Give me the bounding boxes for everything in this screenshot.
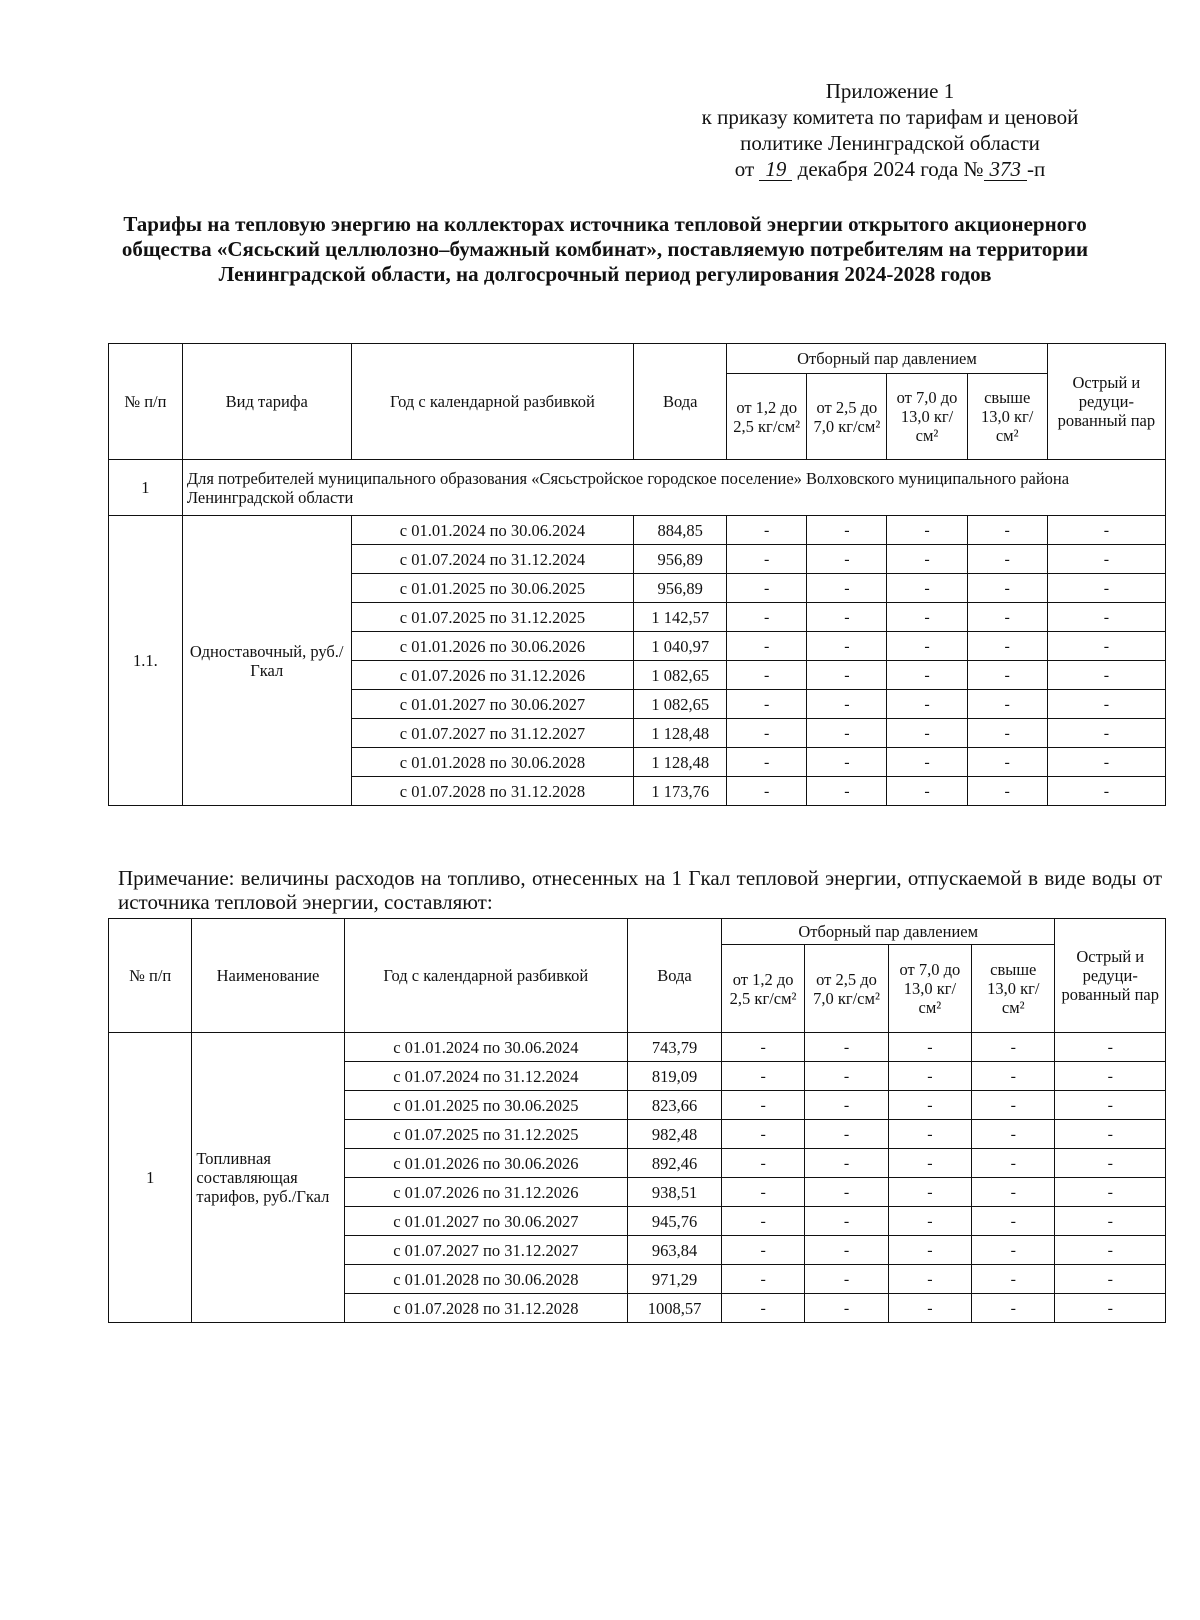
empty-value-cell: -	[1047, 661, 1165, 690]
water-value-cell: 982,48	[628, 1120, 722, 1149]
empty-value-cell: -	[721, 1236, 804, 1265]
empty-value-cell: -	[1047, 603, 1165, 632]
period-cell: с 01.07.2028 по 31.12.2028	[351, 777, 634, 806]
empty-value-cell: -	[807, 545, 887, 574]
water-value-cell: 971,29	[628, 1265, 722, 1294]
empty-value-cell: -	[1055, 1178, 1166, 1207]
empty-value-cell: -	[1055, 1294, 1166, 1323]
empty-value-cell: -	[967, 516, 1047, 545]
empty-value-cell: -	[972, 1149, 1055, 1178]
period-cell: с 01.07.2024 по 31.12.2024	[344, 1062, 628, 1091]
empty-value-cell: -	[972, 1294, 1055, 1323]
empty-value-cell: -	[807, 574, 887, 603]
empty-value-cell: -	[887, 545, 967, 574]
water-value-cell: 1 082,65	[634, 690, 727, 719]
col-p1-header: от 1,2 до 2,5 кг/см²	[727, 374, 807, 460]
empty-value-cell: -	[888, 1091, 971, 1120]
empty-value-cell: -	[972, 1265, 1055, 1294]
empty-value-cell: -	[1047, 748, 1165, 777]
empty-value-cell: -	[807, 777, 887, 806]
empty-value-cell: -	[1047, 574, 1165, 603]
water-value-cell: 1 142,57	[634, 603, 727, 632]
empty-value-cell: -	[1047, 632, 1165, 661]
water-value-cell: 1 128,48	[634, 719, 727, 748]
empty-value-cell: -	[1055, 1207, 1166, 1236]
fuel-rows	[109, 1033, 1166, 1323]
period-cell: с 01.07.2026 по 31.12.2026	[351, 661, 634, 690]
water-value-cell: 956,89	[634, 574, 727, 603]
empty-value-cell: -	[727, 545, 807, 574]
item-name: Топливная составляющая тарифов, руб./Гкал	[192, 1033, 344, 1323]
col-sharp-steam-header: Острый и редуци-рованный пар	[1047, 344, 1165, 460]
col-steam-group-header: Отборный пар давлением	[727, 344, 1048, 374]
period-cell: с 01.01.2026 по 30.06.2026	[351, 632, 634, 661]
period-cell: с 01.01.2025 по 30.06.2025	[351, 574, 634, 603]
empty-value-cell: -	[888, 1149, 971, 1178]
col-water-header: Вода	[628, 919, 722, 1033]
appendix-date-line: от 19 декабря 2024 года № 373 -п	[734, 157, 1046, 181]
empty-value-cell: -	[887, 690, 967, 719]
empty-value-cell: -	[805, 1294, 888, 1323]
water-value-cell: 1 040,97	[634, 632, 727, 661]
empty-value-cell: -	[727, 777, 807, 806]
order-number: 373	[984, 158, 1028, 181]
empty-value-cell: -	[887, 632, 967, 661]
period-cell: с 01.07.2024 по 31.12.2024	[351, 545, 634, 574]
empty-value-cell: -	[807, 719, 887, 748]
empty-value-cell: -	[1055, 1149, 1166, 1178]
empty-value-cell: -	[1055, 1236, 1166, 1265]
period-cell: с 01.01.2025 по 30.06.2025	[344, 1091, 628, 1120]
period-cell: с 01.07.2028 по 31.12.2028	[344, 1294, 628, 1323]
empty-value-cell: -	[888, 1207, 971, 1236]
empty-value-cell: -	[727, 661, 807, 690]
empty-value-cell: -	[888, 1178, 971, 1207]
col-p4-header: свыше 13,0 кг/см²	[967, 374, 1047, 460]
empty-value-cell: -	[727, 603, 807, 632]
empty-value-cell: -	[807, 516, 887, 545]
section-description: Для потребителей муниципального образования «Сясьстройское городское поселение» Волховского муниципального района Ленинградской области	[182, 460, 1165, 516]
document-title: Тарифы на тепловую энергию на коллекторах источника тепловой энергии открытого акционерного общества «Сясьский целлюлозно–бумажный комбинат», поставляемую потребителям на территории Ленинградской области, на долгосрочный период регулирования 2024-2028 годов	[121, 212, 1089, 286]
empty-value-cell: -	[727, 632, 807, 661]
empty-value-cell: -	[887, 777, 967, 806]
col-period-header: Год с календарной разбивкой	[351, 344, 634, 460]
empty-value-cell: -	[972, 1178, 1055, 1207]
empty-value-cell: -	[727, 690, 807, 719]
water-value-cell: 956,89	[634, 545, 727, 574]
empty-value-cell: -	[805, 1091, 888, 1120]
empty-value-cell: -	[1047, 690, 1165, 719]
col-steam-group-header: Отборный пар давлением	[721, 919, 1055, 945]
water-value-cell: 1 082,65	[634, 661, 727, 690]
empty-value-cell: -	[805, 1149, 888, 1178]
period-cell: с 01.01.2024 по 30.06.2024	[344, 1033, 628, 1062]
empty-value-cell: -	[807, 748, 887, 777]
empty-value-cell: -	[1055, 1091, 1166, 1120]
empty-value-cell: -	[1055, 1265, 1166, 1294]
empty-value-cell: -	[888, 1294, 971, 1323]
empty-value-cell: -	[721, 1178, 804, 1207]
appendix-header	[660, 78, 1120, 182]
empty-value-cell: -	[1055, 1033, 1166, 1062]
tariff-table	[108, 343, 1166, 806]
col-kind-header: Вид тарифа	[182, 344, 351, 460]
empty-value-cell: -	[1047, 719, 1165, 748]
empty-value-cell: -	[887, 603, 967, 632]
empty-value-cell: -	[727, 516, 807, 545]
col-p4-header: свыше 13,0 кг/см²	[972, 945, 1055, 1033]
empty-value-cell: -	[972, 1207, 1055, 1236]
item-name: Одноставочный, руб./Гкал	[182, 516, 351, 806]
col-p1-header: от 1,2 до 2,5 кг/см²	[721, 945, 804, 1033]
empty-value-cell: -	[721, 1265, 804, 1294]
water-value-cell: 823,66	[628, 1091, 722, 1120]
empty-value-cell: -	[721, 1120, 804, 1149]
period-cell: с 01.07.2027 по 31.12.2027	[351, 719, 634, 748]
empty-value-cell: -	[1055, 1120, 1166, 1149]
tariff-rows	[109, 516, 1166, 806]
period-cell: с 01.01.2027 по 30.06.2027	[351, 690, 634, 719]
col-p2-header: от 2,5 до 7,0 кг/см²	[807, 374, 887, 460]
empty-value-cell: -	[967, 603, 1047, 632]
water-value-cell: 963,84	[628, 1236, 722, 1265]
empty-value-cell: -	[967, 661, 1047, 690]
empty-value-cell: -	[805, 1120, 888, 1149]
note-text: Примечание: величины расходов на топливо, отнесенных на 1 Гкал тепловой энергии, отпускаемой в виде воды от источника тепловой энергии, составляют:	[118, 866, 1162, 914]
col-p3-header: от 7,0 до 13,0 кг/см²	[888, 945, 971, 1033]
empty-value-cell: -	[972, 1091, 1055, 1120]
empty-value-cell: -	[967, 748, 1047, 777]
water-value-cell: 938,51	[628, 1178, 722, 1207]
col-sharp-steam-header: Острый и редуци-рованный пар	[1055, 919, 1166, 1033]
empty-value-cell: -	[721, 1033, 804, 1062]
empty-value-cell: -	[807, 603, 887, 632]
empty-value-cell: -	[967, 777, 1047, 806]
table-row	[109, 516, 1166, 545]
empty-value-cell: -	[1047, 516, 1165, 545]
table-row	[109, 1033, 1166, 1062]
col-period-header: Год с календарной разбивкой	[344, 919, 628, 1033]
period-cell: с 01.07.2026 по 31.12.2026	[344, 1178, 628, 1207]
water-value-cell: 884,85	[634, 516, 727, 545]
empty-value-cell: -	[888, 1033, 971, 1062]
col-num-header: № п/п	[109, 919, 192, 1033]
empty-value-cell: -	[807, 632, 887, 661]
empty-value-cell: -	[967, 632, 1047, 661]
water-value-cell: 945,76	[628, 1207, 722, 1236]
water-value-cell: 743,79	[628, 1033, 722, 1062]
empty-value-cell: -	[727, 719, 807, 748]
empty-value-cell: -	[1047, 777, 1165, 806]
water-value-cell: 1 128,48	[634, 748, 727, 777]
empty-value-cell: -	[721, 1091, 804, 1120]
empty-value-cell: -	[888, 1236, 971, 1265]
empty-value-cell: -	[805, 1033, 888, 1062]
period-cell: с 01.07.2025 по 31.12.2025	[344, 1120, 628, 1149]
col-p2-header: от 2,5 до 7,0 кг/см²	[805, 945, 888, 1033]
period-cell: с 01.01.2026 по 30.06.2026	[344, 1149, 628, 1178]
period-cell: с 01.01.2028 по 30.06.2028	[344, 1265, 628, 1294]
item-number: 1	[109, 1033, 192, 1323]
empty-value-cell: -	[888, 1062, 971, 1091]
empty-value-cell: -	[888, 1265, 971, 1294]
empty-value-cell: -	[887, 574, 967, 603]
empty-value-cell: -	[805, 1178, 888, 1207]
col-p3-header: от 7,0 до 13,0 кг/см²	[887, 374, 967, 460]
empty-value-cell: -	[972, 1236, 1055, 1265]
period-cell: с 01.07.2025 по 31.12.2025	[351, 603, 634, 632]
appendix-committee-line: политике Ленинградской области	[740, 131, 1040, 155]
empty-value-cell: -	[887, 748, 967, 777]
col-water-header: Вода	[634, 344, 727, 460]
empty-value-cell: -	[807, 661, 887, 690]
empty-value-cell: -	[1047, 545, 1165, 574]
item-number: 1.1.	[109, 516, 183, 806]
empty-value-cell: -	[805, 1265, 888, 1294]
empty-value-cell: -	[967, 690, 1047, 719]
col-name-header: Наименование	[192, 919, 344, 1033]
empty-value-cell: -	[805, 1236, 888, 1265]
empty-value-cell: -	[1055, 1062, 1166, 1091]
period-cell: с 01.07.2027 по 31.12.2027	[344, 1236, 628, 1265]
empty-value-cell: -	[727, 574, 807, 603]
appendix-order-line: к приказу комитета по тарифам и ценовой	[701, 105, 1079, 129]
empty-value-cell: -	[967, 574, 1047, 603]
empty-value-cell: -	[727, 748, 807, 777]
fuel-component-table	[108, 918, 1166, 1323]
water-value-cell: 819,09	[628, 1062, 722, 1091]
empty-value-cell: -	[887, 719, 967, 748]
empty-value-cell: -	[807, 690, 887, 719]
empty-value-cell: -	[805, 1207, 888, 1236]
period-cell: с 01.01.2024 по 30.06.2024	[351, 516, 634, 545]
empty-value-cell: -	[967, 545, 1047, 574]
order-day: 19	[759, 158, 792, 181]
empty-value-cell: -	[805, 1062, 888, 1091]
empty-value-cell: -	[721, 1149, 804, 1178]
water-value-cell: 1008,57	[628, 1294, 722, 1323]
empty-value-cell: -	[972, 1062, 1055, 1091]
period-cell: с 01.01.2027 по 30.06.2027	[344, 1207, 628, 1236]
empty-value-cell: -	[721, 1207, 804, 1236]
empty-value-cell: -	[721, 1062, 804, 1091]
empty-value-cell: -	[972, 1120, 1055, 1149]
appendix-label: Приложение 1	[825, 79, 955, 103]
empty-value-cell: -	[887, 661, 967, 690]
section-number: 1	[109, 460, 183, 516]
empty-value-cell: -	[972, 1033, 1055, 1062]
empty-value-cell: -	[721, 1294, 804, 1323]
empty-value-cell: -	[967, 719, 1047, 748]
period-cell: с 01.01.2028 по 30.06.2028	[351, 748, 634, 777]
water-value-cell: 892,46	[628, 1149, 722, 1178]
col-num-header: № п/п	[109, 344, 183, 460]
empty-value-cell: -	[888, 1120, 971, 1149]
water-value-cell: 1 173,76	[634, 777, 727, 806]
empty-value-cell: -	[887, 516, 967, 545]
